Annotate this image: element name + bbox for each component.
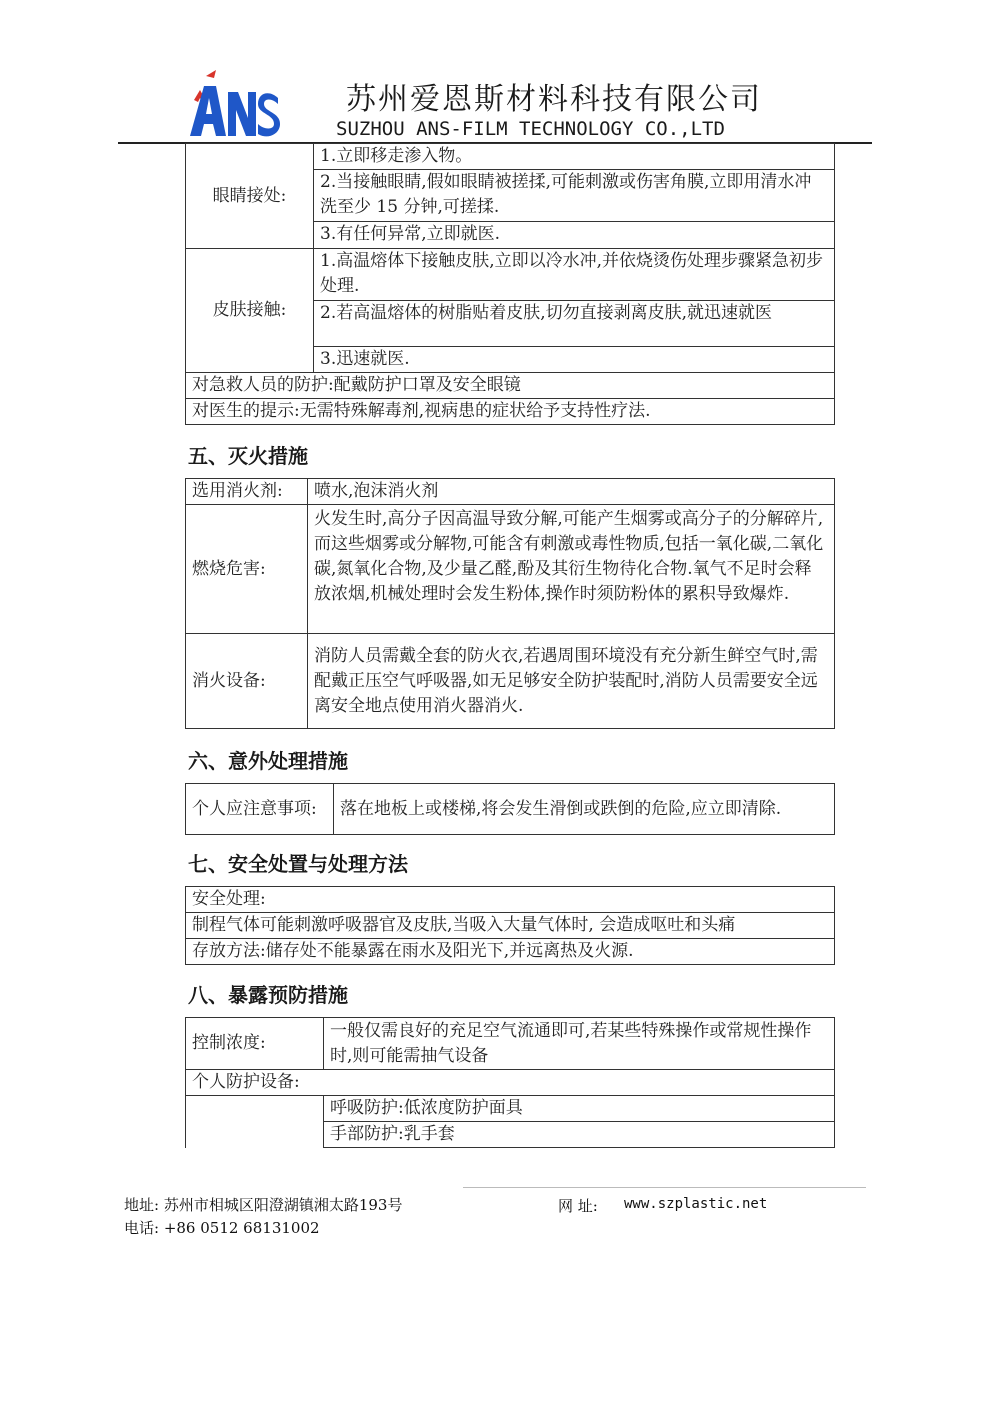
- footer-website[interactable]: www.szplastic.net: [624, 1196, 768, 1212]
- section-heading-fire: 五、灭火措施: [188, 444, 308, 468]
- accident-table: [185, 783, 835, 835]
- storage-method: 存放方法:储存处不能暴露在雨水及阳光下,并远离热及火源.: [186, 939, 835, 965]
- footer-address: 地址: 苏州市相城区阳澄湖镇湘太路193号: [124, 1196, 403, 1214]
- doctor-note: 对医生的提示:无需特殊解毒剂,视病患的症状给予支持性疗法.: [186, 399, 835, 425]
- handling-note: 制程气体可能刺激呼吸器官及皮肤,当吸入大量气体时, 会造成呕吐和头痛: [186, 913, 835, 939]
- hand-protection: 手部防护:乳手套: [324, 1122, 835, 1148]
- section-heading-handling: 七、安全处置与处理方法: [188, 852, 408, 876]
- section-heading-exposure: 八、暴露预防措施: [188, 983, 348, 1007]
- eye-item: 1.立即移走渗入物。: [314, 144, 835, 170]
- first-aid-table: [185, 143, 835, 425]
- exposure-table: [185, 1017, 835, 1148]
- safe-handling-label: 安全处理:: [186, 887, 835, 913]
- company-name-english: SUZHOU ANS-FILM TECHNOLOGY CO.,LTD: [336, 118, 725, 140]
- company-name-chinese: 苏州爱恩斯材料科技有限公司: [346, 82, 762, 117]
- footer-phone: 电话: +86 0512 68131002: [124, 1219, 320, 1237]
- ppe-empty-cell: [186, 1096, 324, 1148]
- eye-contact-label: 眼睛接处:: [186, 144, 314, 249]
- handling-table: [185, 886, 835, 965]
- company-logo: [186, 68, 280, 138]
- footer-website-label: 网 址:: [558, 1197, 598, 1215]
- skin-contact-label: 皮肤接触:: [186, 249, 314, 373]
- skin-item: 1.高温熔体下接触皮肤,立即以冷水冲,并依烧烫伤处理步骤紧急初步处理.: [314, 249, 835, 301]
- rescuer-protection: 对急救人员的防护:配戴防护口罩及安全眼镜: [186, 373, 835, 399]
- fire-table: [185, 478, 835, 729]
- eye-item: 3.有任何异常,立即就医.: [314, 222, 835, 249]
- footer-divider: [463, 1187, 866, 1188]
- combustion-hazard-value: 火发生时,高分子因高温导致分解,可能产生烟雾或高分子的分解碎片,而这些烟雾或分解物,可能含有刺激或毒性物质,包括一氧化碳,二氧化碳,氮氧化合物,及少量乙醛,酚及其衍生物待化合物.氧气不足时会释放浓烟,机械处理时会发生粉体,操作时须防粉体的累积导致爆炸.: [308, 505, 835, 634]
- extinguisher-label: 选用消火剂:: [186, 479, 308, 505]
- combustion-hazard-label: 燃烧危害:: [186, 505, 308, 634]
- skin-item: 2.若高温熔体的树脂贴着皮肤,切勿直接剥离皮肤,就迅速就医: [314, 301, 835, 347]
- ppe-label: 个人防护设备:: [186, 1070, 835, 1096]
- control-concentration-value: 一般仅需良好的充足空气流通即可,若某些特殊操作或常规性操作时,则可能需抽气设备: [324, 1018, 835, 1070]
- extinguisher-value: 喷水,泡沫消火剂: [308, 479, 835, 505]
- control-concentration-label: 控制浓度:: [186, 1018, 324, 1070]
- section-heading-accident: 六、意外处理措施: [188, 749, 348, 773]
- personal-precaution-label: 个人应注意事项:: [186, 784, 334, 835]
- respiratory-protection: 呼吸防护:低浓度防护面具: [324, 1096, 835, 1122]
- personal-precaution-value: 落在地板上或楼梯,将会发生滑倒或跌倒的危险,应立即清除.: [334, 784, 835, 835]
- fire-equipment-label: 消火设备:: [186, 634, 308, 729]
- eye-item: 2.当接触眼睛,假如眼睛被搓揉,可能刺激或伤害角膜,立即用清水冲洗至少 15 分钟,可搓揉.: [314, 170, 835, 222]
- skin-item: 3.迅速就医.: [314, 347, 835, 373]
- fire-equipment-value: 消防人员需戴全套的防火衣,若遇周围环境没有充分新生鲜空气时,需配戴正压空气呼吸器,如无足够安全防护装配时,消防人员需要安全远离安全地点使用消火器消火.: [308, 634, 835, 729]
